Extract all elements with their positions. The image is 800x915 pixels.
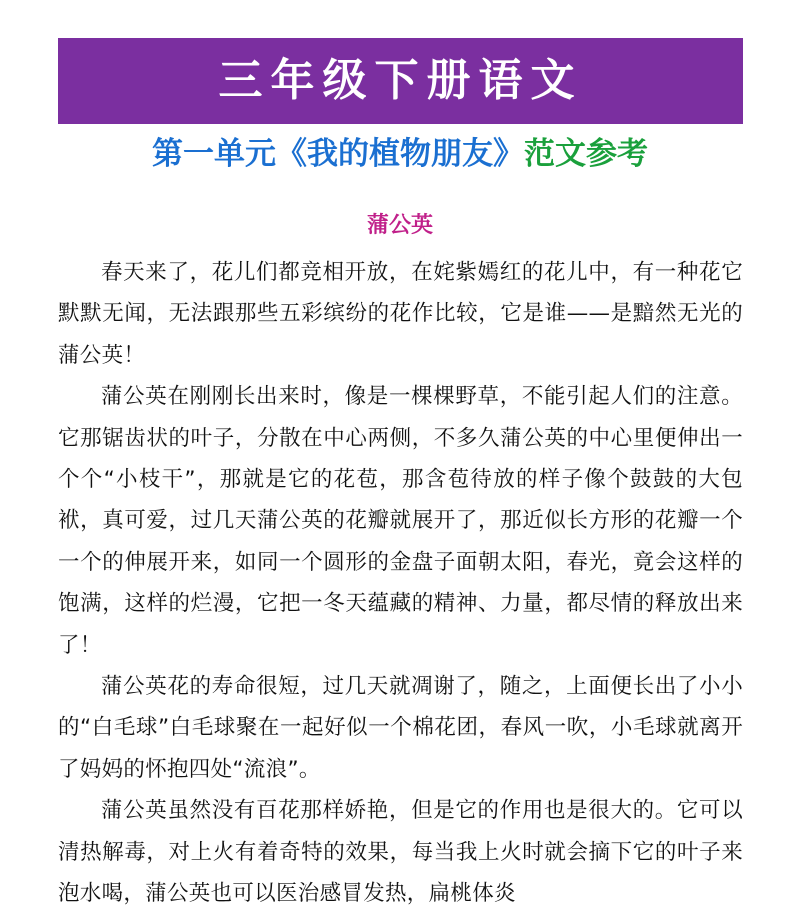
essay-body	[58, 252, 743, 915]
essay-title: 蒲公英	[366, 213, 433, 238]
unit-subtitle	[0, 133, 800, 175]
subtitle-unit-name: 第一单元《我的植物朋友》	[152, 136, 524, 172]
essay-paragraph: 蒲公英在刚刚长出来时，像是一棵棵野草，不能引起人们的注意。它那锯齿状的叶子，分散在中心两侧，不多久蒲公英的中心里便伸出一个个“小枝干”，那就是它的花苞，那含苞待放的样子像个鼓鼓的大包袱，真可爱，过几天蒲公英的花瓣就展开了，那近似长方形的花瓣一个一个的伸展开来，如同一个圆形的金盘子面朝太阳，春光，竟会这样的饱满，这样的烂漫，它把一冬天蕴藏的精神、力量，都尽情的释放出来了！	[58, 384, 743, 658]
banner-title: 三年级下册语文	[218, 55, 583, 106]
essay-paragraph: 蒲公英花的寿命很短，过几天就凋谢了，随之，上面便长出了小小的“白毛球”白毛球聚在一起好似一个棉花团，春风一吹，小毛球就离开了妈妈的怀抱四处“流浪”。	[58, 674, 743, 782]
title-banner	[58, 38, 743, 124]
essay-paragraph: 蒲公英虽然没有百花那样娇艳，但是它的作用也是很大的。它可以清热解毒，对上火有着奇特的效果，每当我上火时就会摘下它的叶子来泡水喝，蒲公英也可以医治感冒发热，扁桃体炎	[58, 798, 743, 907]
subtitle-reference-label: 范文参考	[524, 136, 648, 172]
essay-paragraph: 春天来了，花儿们都竞相开放，在姹紫嫣红的花儿中，有一种花它默默无闻，无法跟那些五彩缤纷的花作比较，它是谁——是黯然无光的蒲公英！	[58, 260, 743, 368]
